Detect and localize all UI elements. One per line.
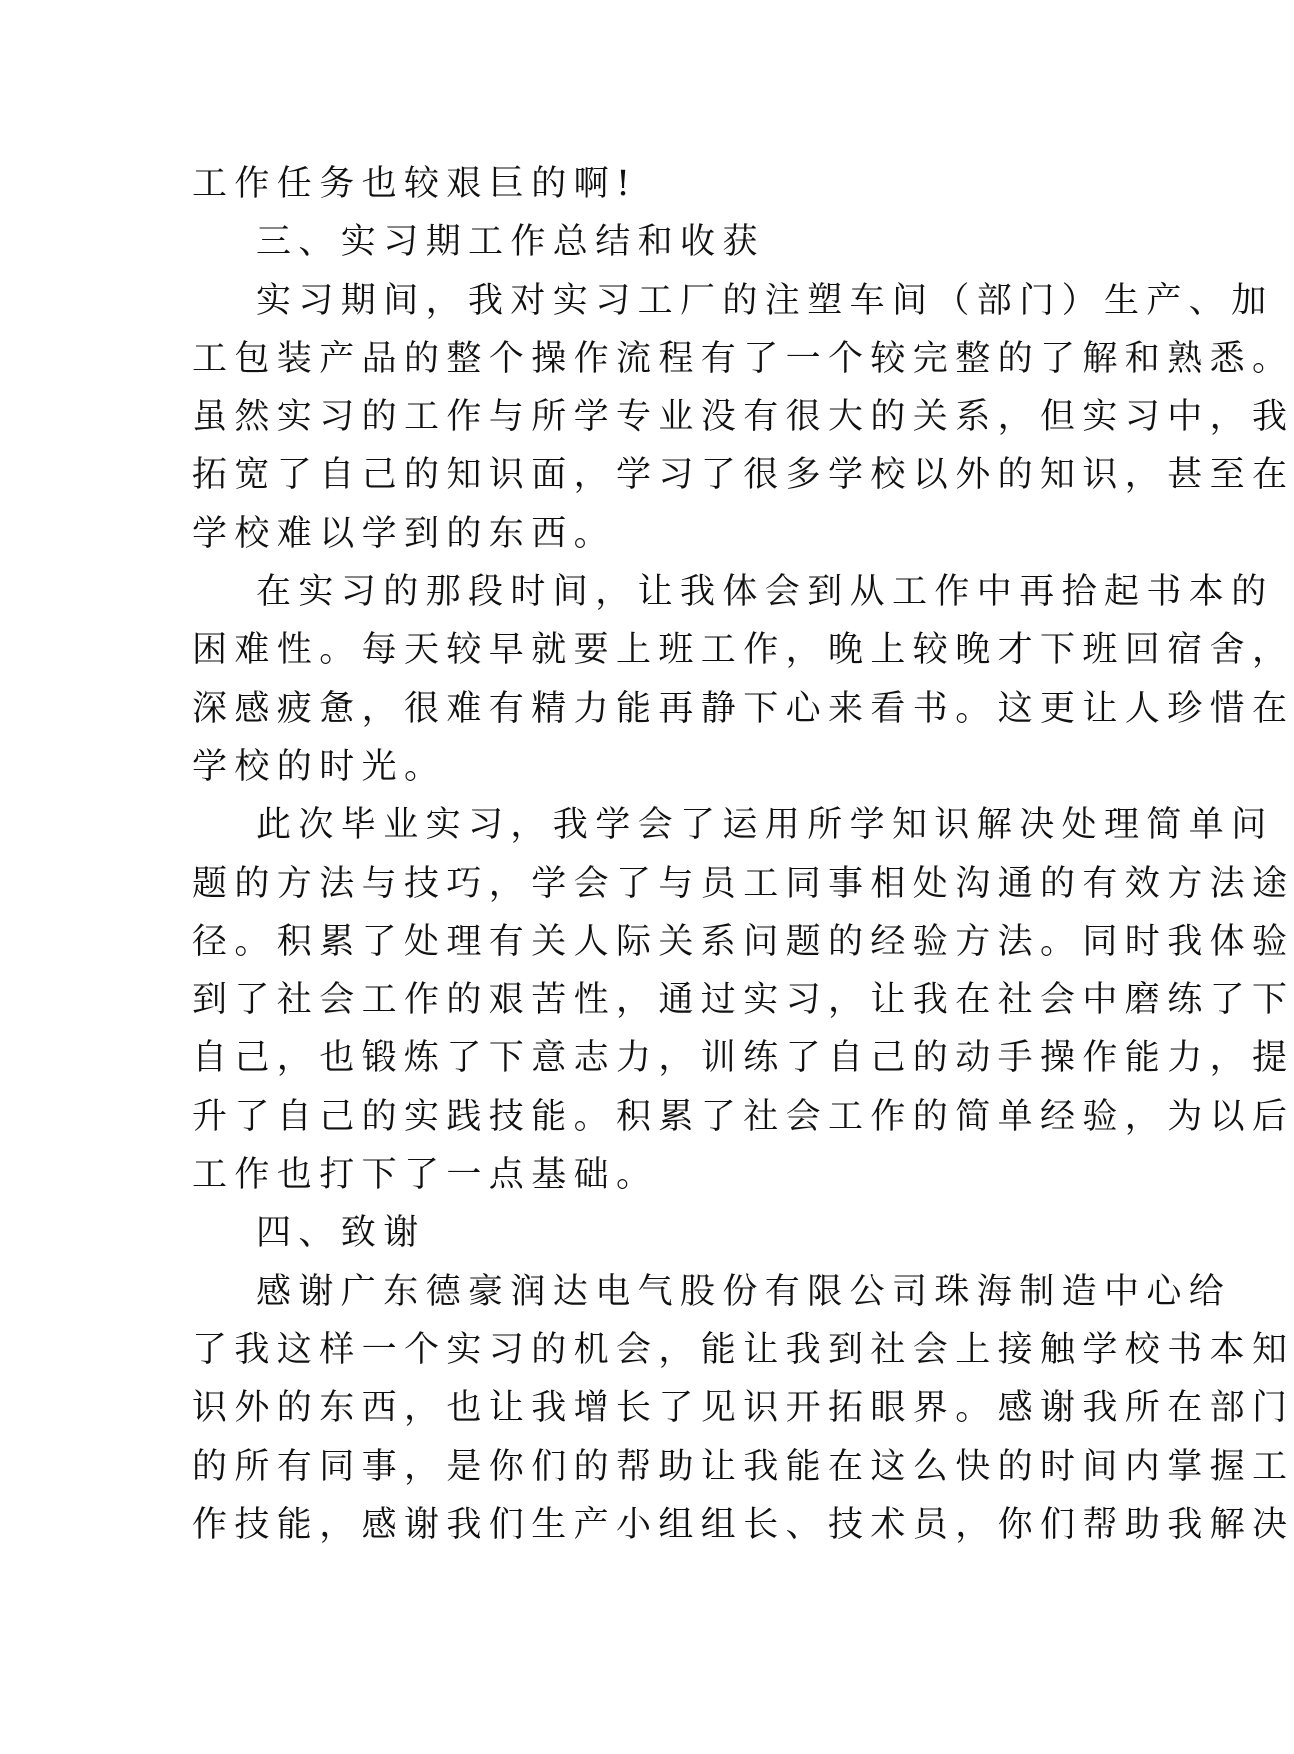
text-line: 虽然实习的工作与所学专业没有很大的关系，但实习中，我	[192, 397, 1294, 438]
text-line: 的所有同事，是你们的帮助让我能在这么快的时间内掌握工	[192, 1446, 1294, 1487]
text-line: 此次毕业实习，我学会了运用所学知识解决处理简单问	[256, 805, 1274, 846]
text-line: 识外的东西，也让我增长了见识开拓眼界。感谢我所在部门	[192, 1388, 1294, 1429]
text-line: 到了社会工作的艰苦性，通过实习，让我在社会中磨练了下	[192, 980, 1294, 1021]
text-line: 题的方法与技巧，学会了与员工同事相处沟通的有效方法途	[192, 863, 1294, 904]
text-line: 作技能，感谢我们生产小组组长、技术员，你们帮助我解决	[192, 1504, 1294, 1545]
text-line: 学校的时光。	[192, 746, 447, 787]
text-line: 困难性。每天较早就要上班工作，晚上较晚才下班回宿舍，	[192, 630, 1294, 671]
text-line: 拓宽了自己的知识面，学习了很多学校以外的知识，甚至在	[192, 455, 1294, 496]
text-line: 了我这样一个实习的机会，能让我到社会上接触学校书本知	[192, 1329, 1294, 1370]
text-line: 深感疲惫，很难有精力能再静下心来看书。这更让人珍惜在	[192, 688, 1294, 729]
text-line: 感谢广东德豪润达电气股份有限公司珠海制造中心给	[256, 1271, 1232, 1312]
document-body	[192, 155, 1294, 1554]
text-line: 学校难以学到的东西。	[192, 513, 617, 554]
text-line: 工作任务也较艰巨的啊!	[192, 164, 638, 204]
text-line: 在实习的那段时间，让我体会到从工作中再拾起书本的	[256, 572, 1274, 613]
text-line: 工包装产品的整个操作流程有了一个较完整的了解和熟悉。	[192, 338, 1294, 379]
text-line: 实习期间，我对实习工厂的注塑车间（部门）生产、加	[256, 280, 1274, 321]
text-line: 径。积累了处理有关人际关系问题的经验方法。同时我体验	[192, 921, 1294, 962]
text-line: 三、实习期工作总结和收获	[256, 222, 765, 263]
text-line: 工作也打下了一点基础。	[192, 1155, 659, 1196]
text-line: 自己，也锻炼了下意志力，训练了自己的动手操作能力，提	[192, 1038, 1294, 1079]
text-line: 升了自己的实践技能。积累了社会工作的简单经验，为以后	[192, 1096, 1294, 1137]
text-line: 四、致谢	[256, 1213, 426, 1254]
